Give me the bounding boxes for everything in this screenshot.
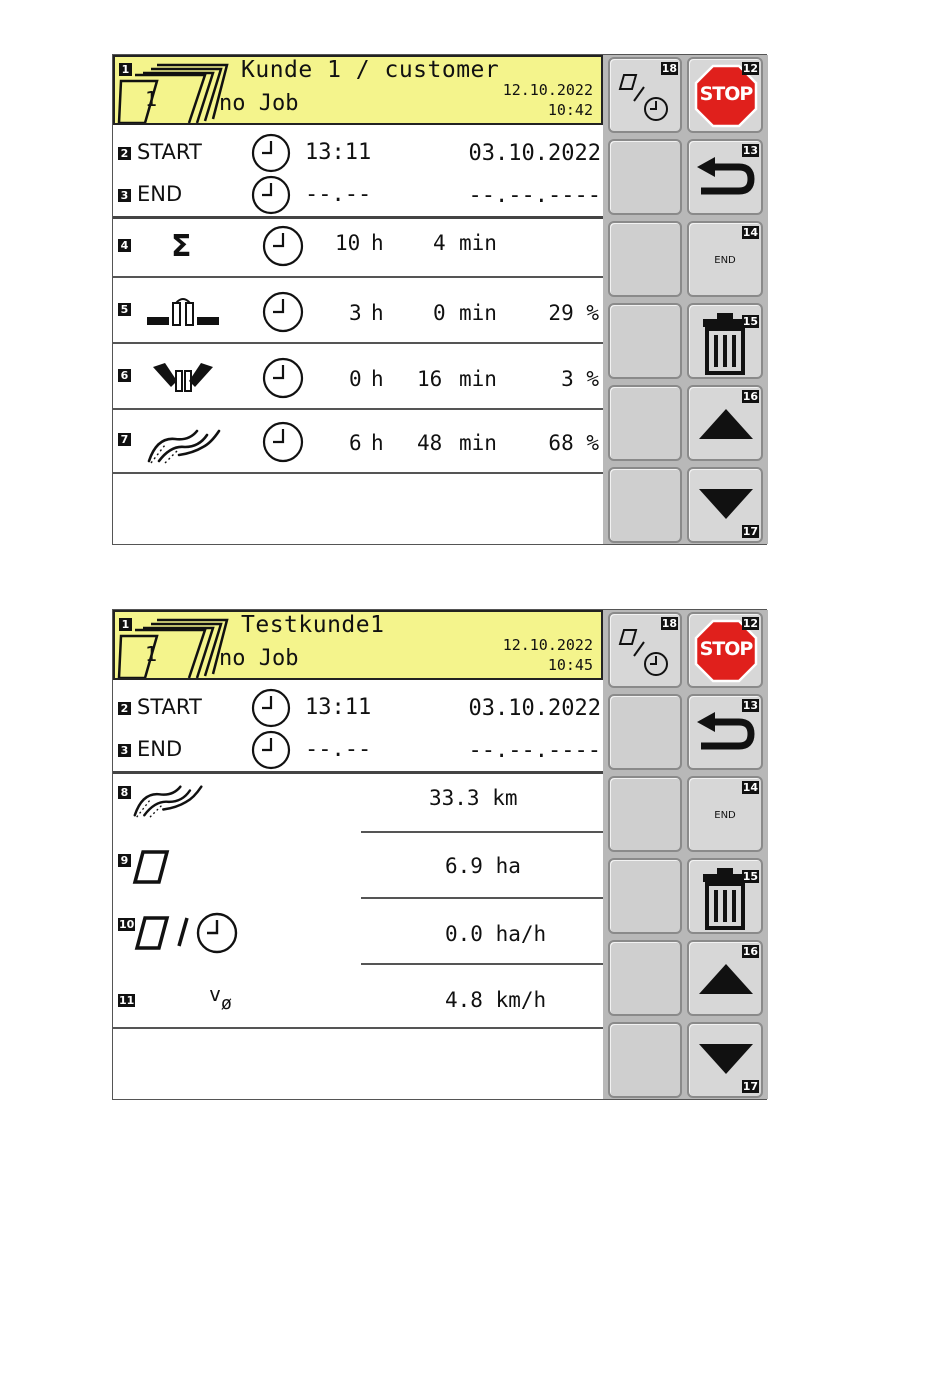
empty-softkey <box>608 139 682 215</box>
spray-field-icon <box>145 425 225 465</box>
area-per-time-button[interactable] <box>608 612 682 688</box>
area-per-time-icon <box>618 624 670 680</box>
average-symbol: ø <box>221 993 232 1014</box>
end-date: --.--.---- <box>468 183 601 208</box>
hours-value: 6 <box>349 431 362 455</box>
scroll-up-button[interactable] <box>687 940 763 1016</box>
percent-value: 68 % <box>548 431 599 455</box>
empty-softkey <box>608 940 682 1016</box>
area-icon <box>131 848 171 886</box>
clock-icon <box>249 175 293 215</box>
callout-number: 3 <box>118 189 131 202</box>
callout-number: 18 <box>661 617 677 630</box>
minutes-unit: min <box>459 367 497 391</box>
callout-number: 15 <box>742 315 758 328</box>
stop-label: STOP <box>699 638 753 660</box>
avg-speed-icon <box>209 982 232 1014</box>
start-date: 03.10.2022 <box>468 696 601 721</box>
area-row <box>113 836 603 900</box>
start-date: 03.10.2022 <box>468 141 601 166</box>
callout-number: 14 <box>742 781 758 794</box>
callout-number: 11 <box>119 994 135 1007</box>
scroll-down-button[interactable] <box>687 467 763 543</box>
end-label: END <box>137 737 183 761</box>
boom-folded-time-row <box>113 281 603 345</box>
hours-unit: h <box>371 301 384 325</box>
current-date: 12.10.2022 <box>502 81 593 99</box>
callout-number: 9 <box>118 854 131 867</box>
customer-name: Kunde 1 / customer <box>241 57 500 83</box>
start-label: START <box>137 140 202 164</box>
empty-softkey <box>608 385 682 461</box>
end-job-button[interactable] <box>687 776 763 852</box>
divider <box>361 963 603 965</box>
end-button-label: END <box>714 255 736 266</box>
callout-number: 5 <box>118 303 131 316</box>
clock-icon <box>261 291 305 333</box>
end-row <box>113 730 603 770</box>
total-time-row <box>113 217 603 281</box>
customer-name: Testkunde1 <box>241 612 385 638</box>
area-per-hour-value: 0.0 ha/h <box>445 922 547 946</box>
back-button[interactable] <box>687 139 763 215</box>
sigma-icon: Σ <box>171 229 192 264</box>
percent-value: 29 % <box>548 301 599 325</box>
divider <box>113 408 603 410</box>
spray-distance-icon <box>131 780 207 820</box>
percent-value: 3 % <box>561 367 599 391</box>
callout-number: 4 <box>118 239 131 252</box>
terminal-screen-time-stats <box>112 54 767 545</box>
job-number: 1 <box>145 642 158 666</box>
current-time: 10:42 <box>547 101 593 119</box>
empty-softkey <box>608 467 682 543</box>
job-number: 1 <box>145 87 158 111</box>
end-job-button[interactable] <box>687 221 763 297</box>
end-row <box>113 175 603 215</box>
start-row <box>113 688 603 728</box>
hours-unit: h <box>371 431 384 455</box>
scroll-down-button[interactable] <box>687 1022 763 1098</box>
end-button-label: END <box>714 810 736 821</box>
callout-number: 15 <box>742 870 758 883</box>
boom-open-time-row <box>113 347 603 411</box>
divider <box>113 1027 603 1029</box>
delete-button[interactable] <box>687 858 763 934</box>
clock-icon <box>261 421 305 463</box>
callout-number: 10 <box>119 918 135 931</box>
end-label: END <box>137 182 183 206</box>
current-time: 10:45 <box>547 656 593 674</box>
callout-number: 16 <box>742 390 758 403</box>
end-date: --.--.---- <box>468 738 601 763</box>
back-button[interactable] <box>687 694 763 770</box>
clock-icon <box>249 730 293 770</box>
minutes-value: 48 <box>417 431 443 455</box>
minutes-value: 0 <box>433 301 446 325</box>
arrow-up-icon <box>697 962 755 996</box>
average-speed-value: 4.8 km/h <box>445 988 547 1012</box>
return-arrow-icon <box>695 157 757 201</box>
minutes-value: 4 <box>433 231 446 255</box>
distance-value: 33.3 km <box>429 786 518 810</box>
hours-value: 0 <box>349 367 362 391</box>
softkey-column <box>603 610 768 1099</box>
empty-softkey <box>608 221 682 297</box>
stop-button[interactable] <box>687 612 763 688</box>
callout-number: 1 <box>119 63 132 76</box>
empty-softkey <box>608 858 682 934</box>
job-header[interactable] <box>113 55 603 125</box>
callout-number: 16 <box>742 945 758 958</box>
hours-value: 3 <box>349 301 362 325</box>
return-arrow-icon <box>695 712 757 756</box>
divider <box>361 831 603 833</box>
callout-number: 12 <box>742 617 758 630</box>
area-per-time-icon <box>133 910 241 956</box>
area-per-hour-row <box>113 902 603 966</box>
empty-softkey <box>608 776 682 852</box>
callout-number: 1 <box>119 618 132 631</box>
empty-softkey <box>608 1022 682 1098</box>
empty-softkey <box>608 303 682 379</box>
callout-number: 8 <box>118 786 131 799</box>
clock-icon <box>249 688 293 728</box>
arrow-down-icon <box>697 487 755 521</box>
job-header[interactable] <box>113 610 603 680</box>
boom-folded-icon <box>145 295 221 329</box>
callout-number: 17 <box>742 1080 758 1093</box>
callout-number: 6 <box>118 369 131 382</box>
divider <box>361 897 603 899</box>
callout-number: 7 <box>118 433 131 446</box>
callout-number: 2 <box>118 702 131 715</box>
callout-number: 17 <box>742 525 758 538</box>
stop-button[interactable] <box>687 57 763 133</box>
arrow-up-icon <box>697 407 755 441</box>
delete-button[interactable] <box>687 303 763 379</box>
divider <box>113 472 603 474</box>
arrow-down-icon <box>697 1042 755 1076</box>
start-time: 13:11 <box>305 695 372 720</box>
empty-softkey <box>608 694 682 770</box>
callout-number: 12 <box>742 62 758 75</box>
stop-label: STOP <box>699 83 753 105</box>
area-value: 6.9 ha <box>445 854 521 878</box>
start-row <box>113 133 603 173</box>
spraying-time-row <box>113 411 603 475</box>
hours-unit: h <box>371 367 384 391</box>
average-speed-row <box>113 966 603 1030</box>
minutes-unit: min <box>459 231 497 255</box>
callout-number: 13 <box>742 699 758 712</box>
scroll-up-button[interactable] <box>687 385 763 461</box>
clock-icon <box>249 133 293 173</box>
clock-icon <box>261 357 305 399</box>
divider <box>113 342 603 344</box>
callout-number: 18 <box>661 62 677 75</box>
area-per-time-button[interactable] <box>608 57 682 133</box>
hours-value: 10 <box>335 231 361 255</box>
terminal-screen-area-stats <box>112 609 767 1100</box>
minutes-value: 16 <box>417 367 443 391</box>
divider <box>113 276 603 278</box>
speed-symbol: v <box>209 982 222 1006</box>
callout-number: 3 <box>118 744 131 757</box>
minutes-unit: min <box>459 431 497 455</box>
start-label: START <box>137 695 202 719</box>
callout-number: 13 <box>742 144 758 157</box>
minutes-unit: min <box>459 301 497 325</box>
distance-row <box>113 774 603 832</box>
callout-number: 14 <box>742 226 758 239</box>
job-name: no Job <box>219 646 299 671</box>
clock-icon <box>261 225 305 267</box>
softkey-column <box>603 55 768 544</box>
area-per-time-icon <box>618 69 670 125</box>
callout-number: 2 <box>118 147 131 160</box>
end-time: --.-- <box>305 737 372 762</box>
start-time: 13:11 <box>305 140 372 165</box>
boom-open-icon <box>151 361 215 395</box>
current-date: 12.10.2022 <box>502 636 593 654</box>
end-time: --.-- <box>305 182 372 207</box>
job-name: no Job <box>219 91 299 116</box>
hours-unit: h <box>371 231 384 255</box>
